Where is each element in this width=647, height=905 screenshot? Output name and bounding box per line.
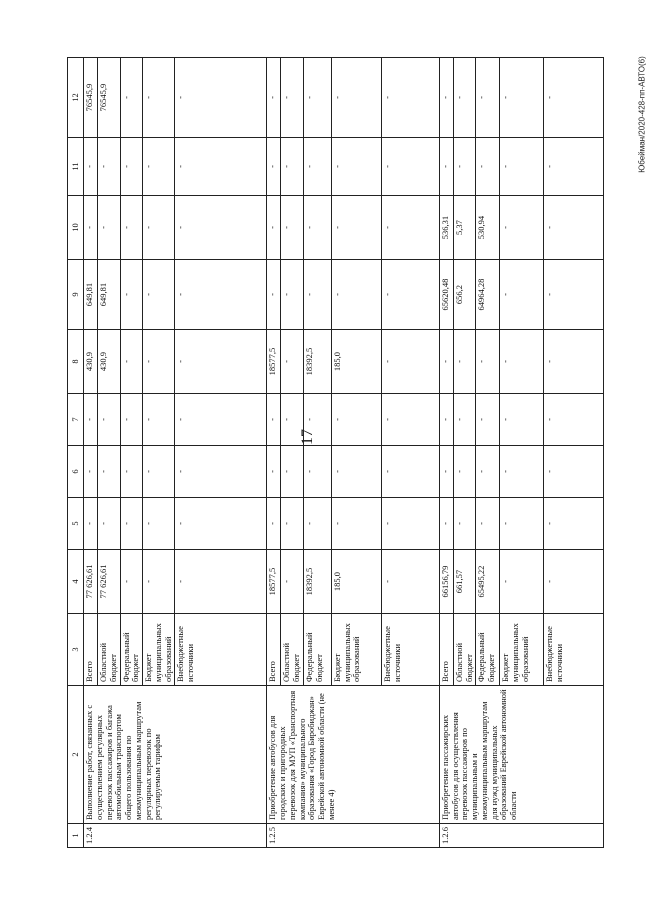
amount-cell: - [544, 260, 604, 330]
amount-cell: - [281, 446, 304, 498]
amount-cell: - [476, 498, 500, 550]
rotated-table-container [67, 58, 565, 848]
funding-source: Федеральный бюджет [476, 614, 500, 686]
amount-cell: - [143, 394, 175, 446]
amount-cell: - [120, 138, 143, 196]
row-number: 1.2.4 [84, 824, 267, 848]
amount-cell: - [544, 138, 604, 196]
column-header-8: 8 [68, 330, 84, 394]
funding-source: Бюджет муниципальных образований [500, 614, 544, 686]
amount-cell: - [281, 58, 304, 138]
amount-cell: - [500, 394, 544, 446]
amount-cell: - [267, 196, 281, 260]
amount-cell: 77 626,61 [98, 550, 121, 614]
amount-cell: - [476, 394, 500, 446]
amount-cell: - [84, 498, 98, 550]
amount-cell: - [439, 394, 453, 446]
amount-cell: - [175, 550, 267, 614]
amount-cell: - [381, 330, 439, 394]
amount-cell: - [331, 394, 381, 446]
amount-cell: - [120, 498, 143, 550]
amount-cell: 18577,5 [267, 330, 281, 394]
amount-cell: - [439, 446, 453, 498]
funding-source: Всего [439, 614, 453, 686]
amount-cell: - [281, 394, 304, 446]
amount-cell: - [84, 196, 98, 260]
amount-cell: - [500, 138, 544, 196]
amount-cell: - [500, 446, 544, 498]
amount-cell: - [120, 58, 143, 138]
amount-cell: - [120, 550, 143, 614]
amount-cell: - [175, 260, 267, 330]
amount-cell: - [98, 196, 121, 260]
amount-cell: - [98, 446, 121, 498]
column-header-4: 4 [68, 550, 84, 614]
amount-cell: - [143, 260, 175, 330]
amount-cell: - [476, 58, 500, 138]
amount-cell: - [175, 330, 267, 394]
amount-cell: 64964,28 [476, 260, 500, 330]
amount-cell: - [281, 260, 304, 330]
amount-cell: 536,31 [439, 196, 453, 260]
funding-source: Бюджет муниципальных образований [143, 614, 175, 686]
amount-cell: - [381, 196, 439, 260]
funding-source: Бюджет муниципальных образований [331, 614, 381, 686]
amount-cell: - [120, 260, 143, 330]
amount-cell: - [476, 330, 500, 394]
amount-cell: 76545,9 [98, 58, 121, 138]
amount-cell: - [143, 196, 175, 260]
amount-cell: - [84, 446, 98, 498]
amount-cell: - [544, 196, 604, 260]
funding-source: Всего [267, 614, 281, 686]
amount-cell: - [381, 138, 439, 196]
amount-cell: - [303, 196, 331, 260]
amount-cell: - [453, 330, 476, 394]
amount-cell: 661,57 [453, 550, 476, 614]
amount-cell: 66156,79 [439, 550, 453, 614]
amount-cell: - [281, 196, 304, 260]
amount-cell: - [98, 498, 121, 550]
amount-cell: - [267, 138, 281, 196]
column-header-10: 10 [68, 196, 84, 260]
amount-cell: 185,0 [331, 550, 381, 614]
amount-cell: - [544, 446, 604, 498]
funding-source: Внебюджетные источники [175, 614, 267, 686]
amount-cell: - [175, 196, 267, 260]
amount-cell: - [120, 446, 143, 498]
amount-cell: 18392,5 [303, 330, 331, 394]
amount-cell: - [303, 498, 331, 550]
amount-cell: - [381, 498, 439, 550]
amount-cell: 65620,48 [439, 260, 453, 330]
amount-cell: - [544, 394, 604, 446]
amount-cell: - [267, 446, 281, 498]
amount-cell: - [381, 394, 439, 446]
activity-description: Выполнение работ, связанных с осуществлением регулярных перевозок пассажиров и багажа автомобильным транспортом общего пользования по межмуниципальным маршрутам регулярных перевозок по регулируемым тарифам [84, 686, 267, 824]
amount-cell: - [439, 498, 453, 550]
amount-cell: 18577,5 [267, 550, 281, 614]
amount-cell: - [267, 260, 281, 330]
amount-cell: - [175, 498, 267, 550]
amount-cell: 530,94 [476, 196, 500, 260]
row-number: 1.2.6 [439, 824, 604, 848]
budget-table [67, 57, 604, 848]
amount-cell: - [381, 260, 439, 330]
amount-cell: - [500, 498, 544, 550]
amount-cell: - [143, 498, 175, 550]
amount-cell: - [98, 138, 121, 196]
amount-cell: - [500, 196, 544, 260]
column-header-2: 2 [68, 686, 84, 824]
amount-cell: - [267, 394, 281, 446]
column-header-12: 12 [68, 58, 84, 138]
funding-source: Федеральный бюджет [303, 614, 331, 686]
amount-cell: - [143, 138, 175, 196]
amount-cell: - [381, 550, 439, 614]
table-row [267, 58, 281, 848]
amount-cell: - [453, 446, 476, 498]
amount-cell: - [143, 58, 175, 138]
amount-cell: 430,9 [84, 330, 98, 394]
amount-cell: - [281, 330, 304, 394]
amount-cell: 656,2 [453, 260, 476, 330]
amount-cell: - [331, 446, 381, 498]
amount-cell: 5,37 [453, 196, 476, 260]
funding-source: Всего [84, 614, 98, 686]
activity-description: Приобретение пассажирских автобусов для осуществления перевозок пассажиров по муниципальным и межмуниципальным маршрутам для нужд муниципальных образований Еврейской автономной области [439, 686, 604, 824]
amount-cell: - [120, 196, 143, 260]
amount-cell: 649,81 [98, 260, 121, 330]
amount-cell: - [303, 394, 331, 446]
amount-cell: 77 626,61 [84, 550, 98, 614]
amount-cell: - [303, 138, 331, 196]
amount-cell: 649,81 [84, 260, 98, 330]
amount-cell: - [476, 138, 500, 196]
column-header-9: 9 [68, 260, 84, 330]
amount-cell: - [453, 394, 476, 446]
amount-cell: 185,0 [331, 330, 381, 394]
amount-cell: - [500, 58, 544, 138]
table-row [84, 58, 98, 848]
amount-cell: - [476, 446, 500, 498]
amount-cell: - [500, 260, 544, 330]
column-header-3: 3 [68, 614, 84, 686]
amount-cell: - [381, 446, 439, 498]
amount-cell: - [175, 446, 267, 498]
amount-cell: - [120, 394, 143, 446]
amount-cell: - [143, 550, 175, 614]
funding-source: Областной бюджет [453, 614, 476, 686]
amount-cell: - [175, 394, 267, 446]
page-number: 17 [299, 429, 316, 445]
amount-cell: - [331, 196, 381, 260]
amount-cell: - [120, 330, 143, 394]
column-header-6: 6 [68, 446, 84, 498]
amount-cell: - [439, 138, 453, 196]
amount-cell: - [453, 138, 476, 196]
table-row [439, 58, 453, 848]
amount-cell: 18392,5 [303, 550, 331, 614]
amount-cell: - [544, 330, 604, 394]
amount-cell: - [303, 58, 331, 138]
amount-cell: - [84, 138, 98, 196]
amount-cell: 65495,22 [476, 550, 500, 614]
amount-cell: - [175, 58, 267, 138]
activity-description: Приобретение автобусов для городских и пригородных перевозок для МУП «Транспортная компания» муниципального образования «Город Биробиджан» Еврейской автономной области (не менее 4) [267, 686, 440, 824]
amount-cell: - [267, 58, 281, 138]
amount-cell: - [331, 498, 381, 550]
amount-cell: - [381, 58, 439, 138]
amount-cell: - [143, 330, 175, 394]
amount-cell: 76545,9 [84, 58, 98, 138]
funding-source: Областной бюджет [98, 614, 121, 686]
amount-cell: - [98, 394, 121, 446]
amount-cell: - [544, 550, 604, 614]
funding-source: Внебюджетные источники [381, 614, 439, 686]
amount-cell: - [331, 260, 381, 330]
amount-cell: - [331, 58, 381, 138]
funding-source: Внебюджетные источники [544, 614, 604, 686]
amount-cell: - [500, 330, 544, 394]
column-header-11: 11 [68, 138, 84, 196]
funding-source: Федеральный бюджет [120, 614, 143, 686]
amount-cell: - [303, 446, 331, 498]
amount-cell: - [281, 138, 304, 196]
amount-cell: - [439, 58, 453, 138]
document-code: Юбейман/2020-428-пп-АВТО(6) [637, 56, 647, 173]
column-header-5: 5 [68, 498, 84, 550]
column-header-7: 7 [68, 394, 84, 446]
row-number: 1.2.5 [267, 824, 440, 848]
amount-cell: 430,9 [98, 330, 121, 394]
amount-cell: - [544, 58, 604, 138]
amount-cell: - [143, 446, 175, 498]
amount-cell: - [500, 550, 544, 614]
amount-cell: - [175, 138, 267, 196]
amount-cell: - [331, 138, 381, 196]
amount-cell: - [281, 498, 304, 550]
column-header-1: 1 [68, 824, 84, 848]
amount-cell: - [84, 394, 98, 446]
amount-cell: - [453, 498, 476, 550]
amount-cell: - [453, 58, 476, 138]
header-row [68, 58, 84, 848]
amount-cell: - [303, 260, 331, 330]
amount-cell: - [544, 498, 604, 550]
amount-cell: - [439, 330, 453, 394]
amount-cell: - [281, 550, 304, 614]
amount-cell: - [267, 498, 281, 550]
funding-source: Областной бюджет [281, 614, 304, 686]
